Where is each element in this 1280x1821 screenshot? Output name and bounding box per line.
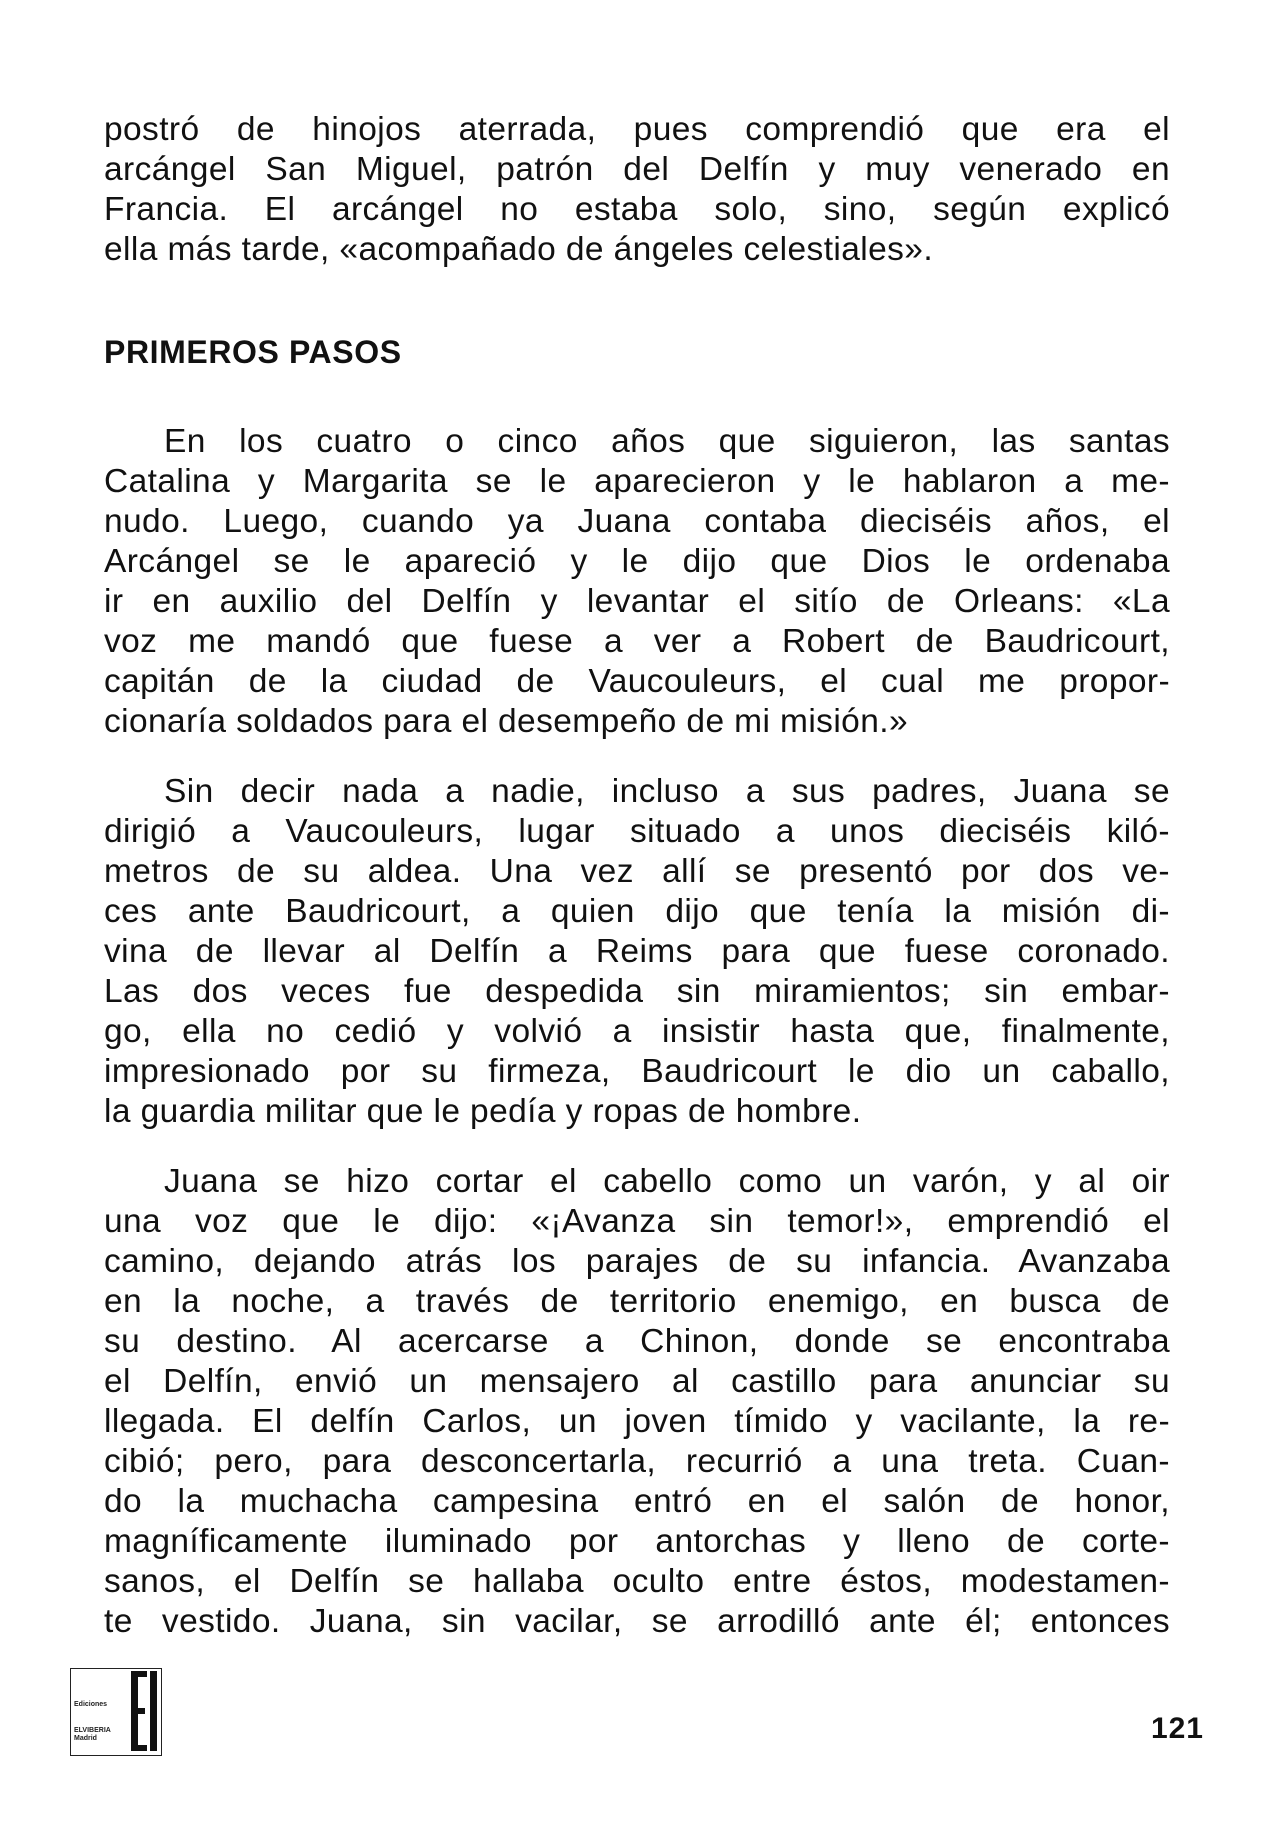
p2-line: capitán de la ciudad de Vaucouleurs, el cual me propor- <box>104 663 1170 700</box>
p4-line: Juana se hizo cortar el cabello como un varón, y al oir <box>164 1163 1170 1200</box>
p2-line: voz me mandó que fuese a ver a Robert de Baudricourt, <box>104 623 1170 660</box>
p4-line: cibió; pero, para desconcertarla, recurrió a una treta. Cuan- <box>104 1443 1170 1480</box>
p1-line: Francia. El arcángel no estaba solo, sino, según explicó <box>104 191 1170 228</box>
logo-line-2: ELVIBERIA <box>74 1727 111 1734</box>
paragraph-4 <box>104 1162 1170 1642</box>
paragraph-3 <box>104 772 1170 1132</box>
section-heading: PRIMEROS PASOS <box>104 334 402 370</box>
p2-line: Arcángel se le apareció y le dijo que Dios le ordenaba <box>104 543 1170 580</box>
p3-line: vina de llevar al Delfín a Reims para que fuese coronado. <box>104 933 1170 970</box>
logo-mark-icon <box>129 1671 159 1751</box>
p3-line: ces ante Baudricourt, a quien dijo que tenía la misión di- <box>104 893 1170 930</box>
p3-line: Las dos veces fue despedida sin miramientos; sin embar- <box>104 973 1170 1010</box>
paragraph-2 <box>104 422 1170 742</box>
p2-line: Catalina y Margarita se le aparecieron y le hablaron a me- <box>104 463 1170 500</box>
p1-line: ella más tarde, «acompañado de ángeles celestiales». <box>104 231 934 268</box>
p1-line: postró de hinojos aterrada, pues comprendió que era el <box>104 111 1170 148</box>
p4-line: una voz que le dijo: «¡Avanza sin temor!», emprendió el <box>104 1203 1170 1240</box>
page-number: 121 <box>1150 1712 1204 1745</box>
p3-line: go, ella no cedió y volvió a insistir hasta que, finalmente, <box>104 1013 1170 1050</box>
p4-line: te vestido. Juana, sin vacilar, se arrodilló ante él; entonces <box>104 1603 1170 1640</box>
text-column <box>104 110 1170 1642</box>
p3-line: metros de su aldea. Una vez allí se presentó por dos ve- <box>104 853 1170 890</box>
p3-line: impresionado por su firmeza, Baudricourt le dio un caballo, <box>104 1053 1170 1090</box>
p4-line: camino, dejando atrás los parajes de su infancia. Avanzaba <box>104 1243 1170 1280</box>
p4-line: el Delfín, envió un mensajero al castillo para anunciar su <box>104 1363 1170 1400</box>
logo-line-1: Ediciones <box>74 1701 108 1708</box>
p4-line: en la noche, a través de territorio enemigo, en busca de <box>104 1283 1170 1320</box>
logo-line-3: Madrid <box>74 1735 97 1742</box>
p2-line: ir en auxilio del Delfín y levantar el sitío de Orleans: «La <box>104 583 1170 620</box>
p1-line: arcángel San Miguel, patrón del Delfín y muy venerado en <box>104 151 1170 188</box>
paragraph-1 <box>104 110 1170 270</box>
p4-line: do la muchacha campesina entró en el salón de honor, <box>104 1483 1170 1520</box>
p4-line: su destino. Al acercarse a Chinon, donde se encontraba <box>104 1323 1170 1360</box>
p3-line: la guardia militar que le pedía y ropas de hombre. <box>104 1093 862 1130</box>
p4-line: llegada. El delfín Carlos, un joven tímido y vacilante, la re- <box>104 1403 1170 1440</box>
p2-line: En los cuatro o cinco años que siguieron, las santas <box>164 423 1170 460</box>
p4-line: magníficamente iluminado por antorchas y lleno de corte- <box>104 1523 1170 1560</box>
p4-line: sanos, el Delfín se hallaba oculto entre éstos, modestamen- <box>104 1563 1170 1600</box>
p2-line: nudo. Luego, cuando ya Juana contaba dieciséis años, el <box>104 503 1170 540</box>
p2-line: cionaría soldados para el desempeño de mi misión.» <box>104 703 908 740</box>
p3-line: dirigió a Vaucouleurs, lugar situado a unos dieciséis kiló- <box>104 813 1170 850</box>
p3-line: Sin decir nada a nadie, incluso a sus padres, Juana se <box>164 773 1170 810</box>
publisher-logo <box>70 1668 162 1756</box>
